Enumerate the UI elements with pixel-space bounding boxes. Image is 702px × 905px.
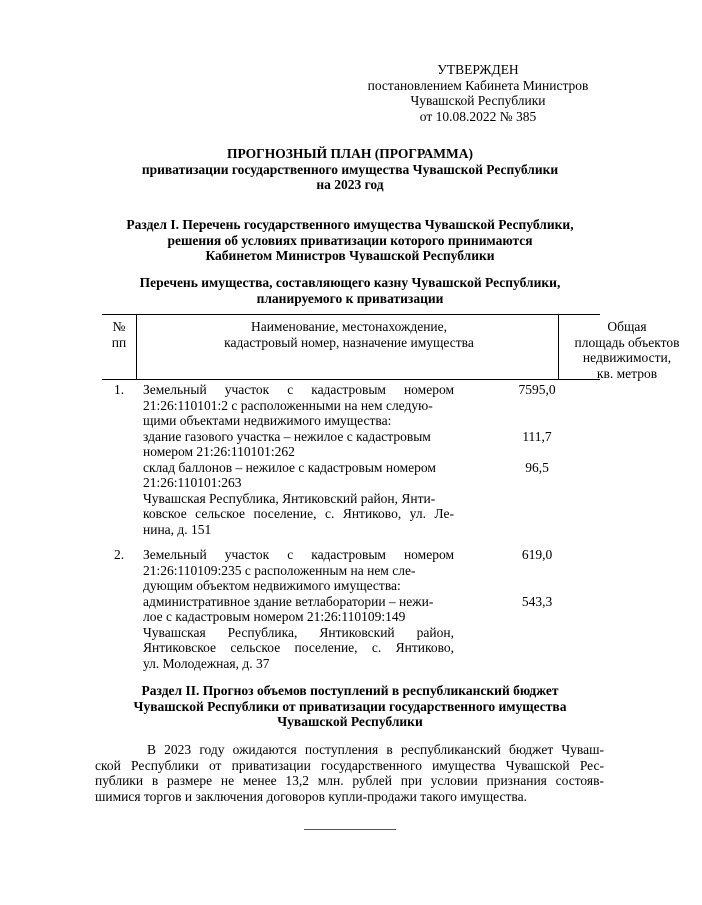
- header-area: [557, 319, 697, 381]
- header-text: кв. метров: [596, 365, 658, 381]
- approval-line: от 10.08.2022 № 385: [419, 108, 537, 124]
- row-text-line: Земельный участок с кадастровым номером: [143, 547, 454, 562]
- title-line: ПРОГНОЗНЫЙ ПЛАН (ПРОГРАММА): [227, 146, 473, 161]
- row-number: 2.: [114, 547, 125, 562]
- approval-line: Чувашской Республики: [410, 93, 546, 108]
- approval-line: постановлением Кабинета Министров: [367, 77, 589, 93]
- property-table: [102, 314, 680, 671]
- header-text: кадастровый номер, назначение имущества: [224, 334, 474, 350]
- end-separator: [304, 829, 396, 830]
- approval-stamp: [350, 62, 606, 124]
- revenue-forecast-paragraph: [95, 742, 604, 804]
- paragraph-line: шимися торгов и заключения договоров купли-продажи такого имущества.: [95, 788, 527, 804]
- section-heading-line: Чувашской Республики от приватизации государственного имущества: [133, 698, 567, 714]
- row-area-value: 7595,0: [518, 382, 556, 397]
- paragraph-line: В 2023 году ожидаются поступления в республиканский бюджет Чуваш-: [147, 742, 604, 757]
- row-area-value: 111,7: [522, 428, 552, 444]
- row-text-line: 21:26:110101:263: [143, 475, 242, 490]
- paragraph-line: ской Республики от приватизации государственного имущества Чувашской Рес-: [95, 757, 604, 773]
- row-text-line: лое с кадастровым номером 21:26:110109:149: [143, 609, 406, 624]
- row-text-line: ковское сельское поселение, с. Янтиково, ул. Ле-: [143, 506, 454, 521]
- header-text: Наименование, местонахождение,: [250, 319, 448, 334]
- row-text-line: щими объектами недвижимого имущества:: [143, 413, 392, 428]
- section-heading-line: решения об условиях приватизации которого принимаются: [167, 232, 533, 248]
- row-text-line: нина, д. 151: [143, 521, 212, 537]
- section-heading-line: Раздел I. Перечень государственного имущества Чувашской Республики,: [126, 217, 574, 232]
- title-line: на 2023 год: [316, 177, 384, 192]
- row-text-line: Янтиковское сельское поселение, с. Янтиково,: [143, 640, 454, 655]
- section-1-heading: [95, 217, 605, 264]
- subtitle-line: Перечень имущества, составляющего казну Чувашской Республики,: [139, 275, 561, 290]
- row-text-line: номером 21:26:110101:262: [143, 444, 295, 459]
- row-text-line: 21:26:110101:2 с расположенными на нем следую-: [143, 397, 433, 413]
- row-text-line: ул. Молодежная, д. 37: [143, 655, 270, 671]
- title-line: приватизации государственного имущества Чувашской Республики: [141, 161, 559, 177]
- row-text-line: Чувашская Республика, Янтиковский район, Янти-: [143, 490, 436, 506]
- document-title: [100, 146, 600, 193]
- row-text-line: дующим объектом недвижимого имущества:: [143, 578, 401, 593]
- row-area-value: 543,3: [521, 593, 553, 609]
- section-heading-line: Кабинетом Министров Чувашской Республики: [205, 248, 495, 263]
- subtitle-line: планируемого к приватизации: [256, 290, 444, 306]
- section-heading-line: Раздел II. Прогноз объемов поступлений в республиканский бюджет: [141, 683, 559, 698]
- header-text: площадь объектов: [574, 334, 680, 350]
- row-text-line: Чувашская Республика, Янтиковский район,: [143, 624, 454, 640]
- row-text-line: административное здание ветлаборатории – нежи-: [143, 593, 434, 609]
- header-text: пп: [111, 334, 127, 350]
- row-text-line: склад баллонов – нежилое с кадастровым номером: [143, 459, 436, 475]
- approval-line: УТВЕРЖДЕН: [437, 62, 519, 77]
- header-text: Общая: [607, 319, 647, 334]
- row-area-value: 96,5: [525, 459, 549, 475]
- table-header: [102, 314, 680, 381]
- property-list-heading: [100, 275, 600, 306]
- row-text-line: 21:26:110109:235 с расположенным на нем сле-: [143, 562, 416, 578]
- header-text: №: [112, 319, 126, 334]
- row-number: 1.: [114, 382, 125, 397]
- header-text: недвижимости,: [582, 350, 672, 365]
- section-2-heading: [95, 683, 605, 730]
- row-text-line: здание газового участка – нежилое с кадастровым: [143, 428, 431, 444]
- paragraph-line: публики в размере не менее 13,2 млн. рублей при условии признания состояв-: [95, 773, 604, 788]
- header-number: [102, 319, 136, 350]
- row-area-value: 619,0: [521, 547, 553, 562]
- row-text-line: Земельный участок с кадастровым номером: [143, 382, 454, 397]
- header-name: [136, 319, 562, 350]
- section-heading-line: Чувашской Республики: [277, 714, 423, 729]
